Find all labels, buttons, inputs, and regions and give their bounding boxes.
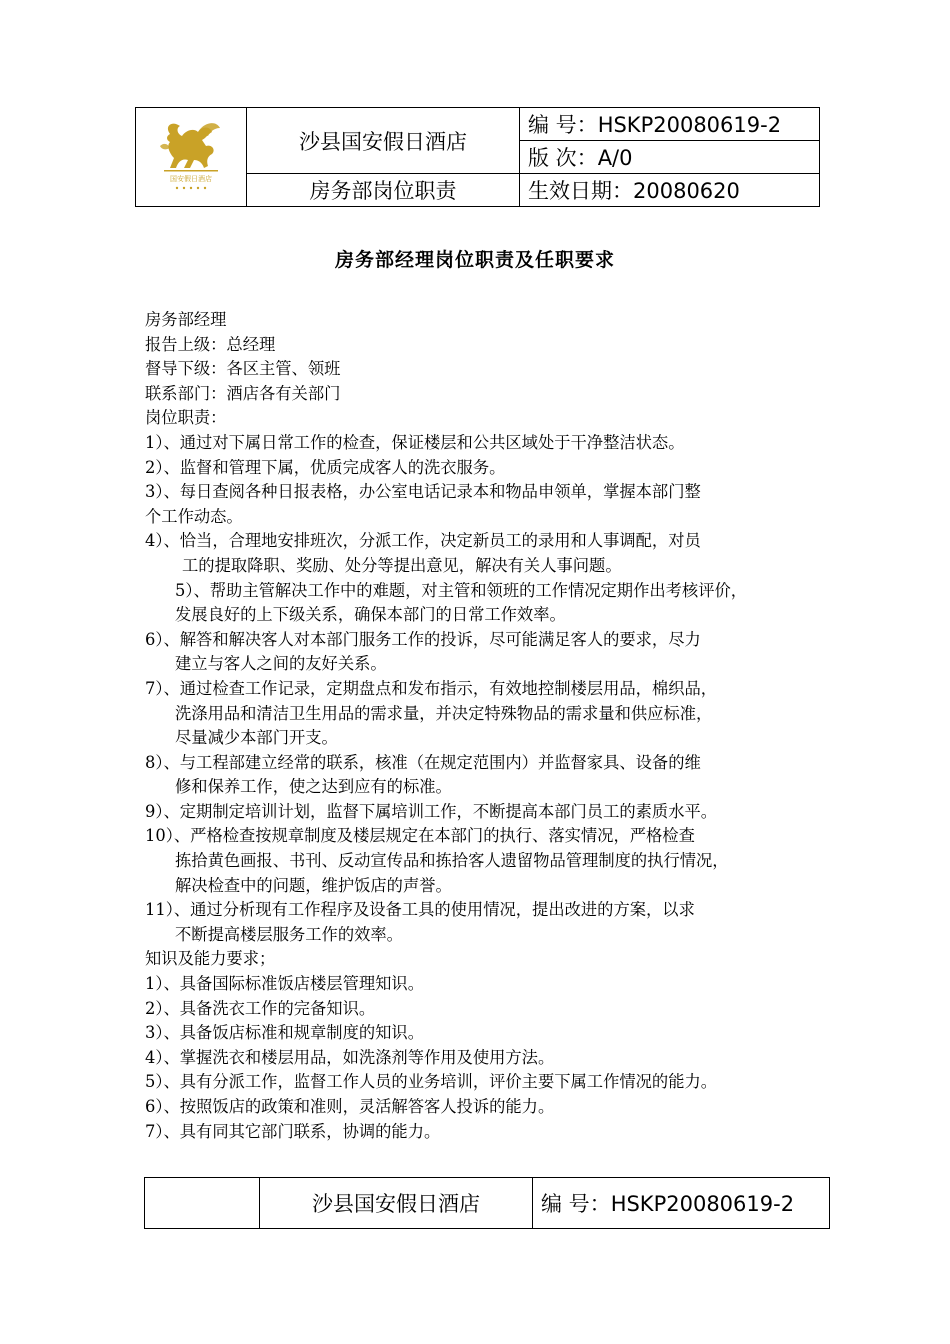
footer-hotel-name-cell: 沙县国安假日酒店 (260, 1178, 533, 1229)
duty-line: 不断提高楼层服务工作的效率。 (175, 924, 403, 944)
doc-number-label: 编 号： (528, 113, 598, 137)
hotel-name-cell: 沙县国安假日酒店 (247, 108, 520, 174)
doc-number-cell (520, 108, 820, 141)
doc-number-value: HSKP20080619-2 (597, 113, 782, 137)
duty-line: 6）、解答和解决客人对本部门服务工作的投诉，尽可能满足客人的要求，尽力 (145, 629, 701, 649)
duty-line: 工的提取降职、奖励、处分等提出意见，解决有关人事问题。 (182, 555, 622, 575)
duty-line: 建立与客人之间的友好关系。 (175, 654, 387, 674)
report-to: 报告上级：总经理 (145, 334, 276, 354)
footer-header-table (144, 1177, 830, 1229)
duty-line: 修和保养工作，使之达到应有的标准。 (175, 777, 452, 797)
skill-line: 4）、掌握洗衣和楼层用品，如洗涤剂等作用及使用方法。 (145, 1047, 555, 1067)
duty-line: 解决检查中的问题，维护饭店的声誉。 (175, 875, 452, 895)
footer-doc-number-value: HSKP20080619-2 (610, 1192, 795, 1216)
contact-departments: 联系部门：酒店各有关部门 (145, 383, 341, 403)
document-body (145, 308, 825, 1144)
version-label: 版 次： (528, 146, 598, 170)
logo-text: 国安假日酒店 (170, 175, 212, 183)
hotel-logo-griffin-icon (150, 116, 232, 198)
version-cell (520, 141, 820, 174)
effective-date-label: 生效日期： (528, 179, 633, 203)
position-name: 房务部经理 (145, 310, 227, 329)
skill-line: 2）、具备洗衣工作的完备知识。 (145, 998, 376, 1018)
skill-line: 5）、具有分派工作，监督工作人员的业务培训，评价主要下属工作情况的能力。 (145, 1072, 718, 1092)
duty-line: 9）、定期制定培训计划，监督下属培训工作，不断提高本部门员工的素质水平。 (145, 801, 718, 821)
document-header-table (135, 107, 820, 207)
footer-doc-number-cell (533, 1178, 830, 1229)
duties-heading: 岗位职责： (145, 408, 227, 428)
footer-doc-number-label: 编 号： (541, 1192, 611, 1216)
effective-date-cell (520, 174, 820, 207)
effective-date-value: 20080620 (633, 179, 740, 203)
duty-line: 10）、严格检查按规章制度及楼层规定在本部门的执行、落实情况，严格检查 (145, 826, 695, 846)
page-title: 房务部经理岗位职责及任职要求 (334, 249, 615, 271)
duty-line: 7）、通过检查工作记录，定期盘点和发布指示，有效地控制楼层用品，棉织品， (145, 678, 718, 698)
version-value: A/0 (597, 146, 633, 170)
footer-logo-cell (145, 1178, 260, 1229)
logo-cell (136, 108, 247, 207)
skills-heading: 知识及能力要求； (145, 949, 276, 969)
duty-line: 尽量减少本部门开支。 (175, 728, 338, 748)
duty-line: 1）、通过对下属日常工作的检查，保证楼层和公共区域处于干净整洁状态。 (145, 432, 685, 452)
duty-line: 4）、恰当，合理地安排班次，分派工作，决定新员工的录用和人事调配，对员 (145, 531, 701, 551)
duty-line: 8）、与工程部建立经常的联系，核准（在规定范围内）并监督家具、设备的维 (145, 752, 701, 772)
duty-line: 2）、监督和管理下属，优质完成客人的洗衣服务。 (145, 457, 506, 477)
duty-line: 3）、每日查阅各种日报表格，办公室电话记录本和物品申领单，掌握本部门整 (145, 482, 701, 502)
duty-line: 5）、帮助主管解决工作中的难题，对主管和领班的工作情况定期作出考核评价， (175, 580, 748, 600)
duty-line: 发展良好的上下级关系，确保本部门的日常工作效率。 (175, 605, 566, 625)
skill-line: 3）、具备饭店标准和规章制度的知识。 (145, 1023, 424, 1043)
skill-line: 6）、按照饭店的政策和准则，灵活解答客人投诉的能力。 (145, 1097, 555, 1116)
skill-line: 7）、具有同其它部门联系，协调的能力。 (145, 1121, 441, 1141)
duty-line: 拣拾黄色画报、书刊、反动宣传品和拣拾客人遗留物品管理制度的执行情况， (175, 851, 729, 871)
department-title-cell: 房务部岗位职责 (247, 174, 520, 207)
skill-line: 1）、具备国际标准饭店楼层管理知识。 (145, 974, 424, 994)
duty-line: 个工作动态。 (145, 506, 243, 526)
supervise: 督导下级：各区主管、领班 (145, 359, 341, 379)
duty-line: 洗涤用品和清洁卫生用品的需求量，并决定特殊物品的需求量和供应标准， (175, 703, 713, 723)
duty-line: 11）、通过分析现有工作程序及设备工具的使用情况，提出改进的方案，以求 (145, 900, 695, 920)
